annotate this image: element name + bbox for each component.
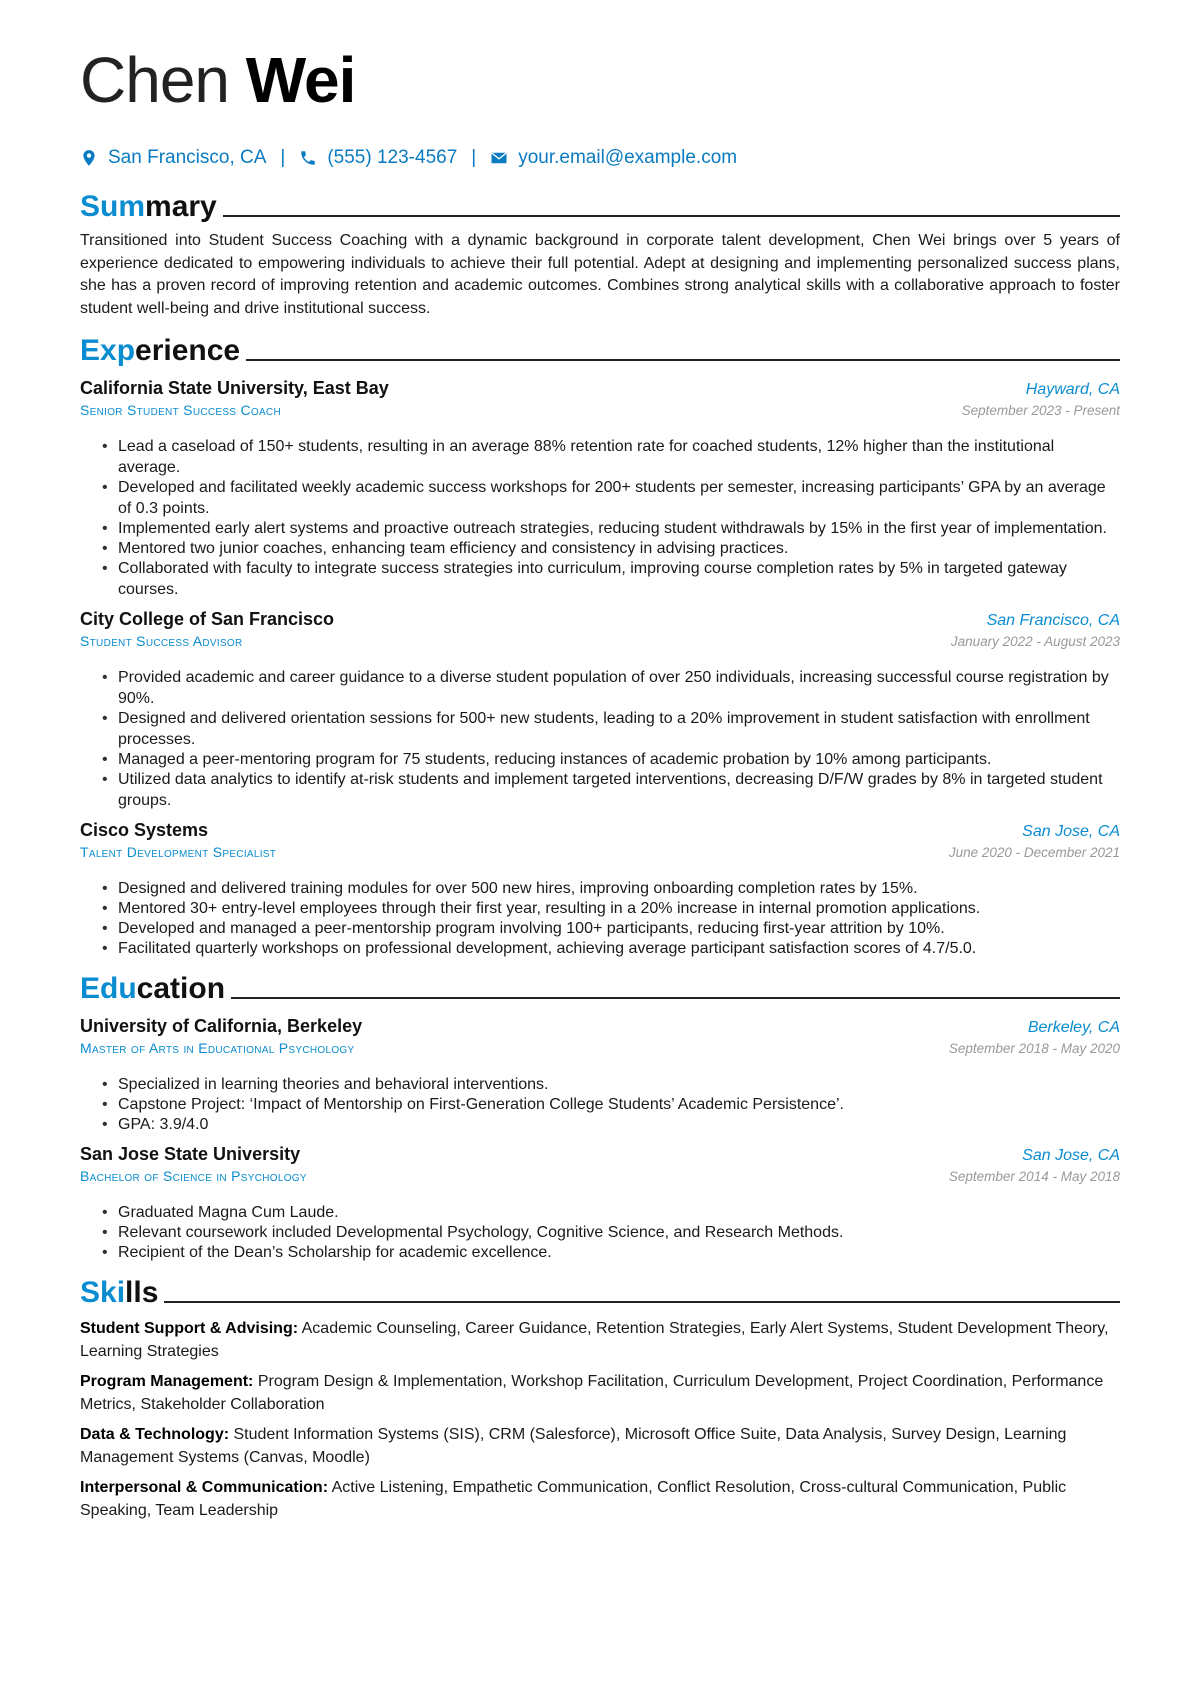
school-name: University of California, Berkeley — [80, 1016, 363, 1036]
section-heading-education: Edu cation — [80, 970, 1120, 1006]
degree-title: Bachelor of Science in Psychology — [80, 1168, 307, 1184]
entry-location: San Jose, CA — [1022, 1147, 1120, 1164]
skill-group — [80, 1424, 1120, 1469]
experience-entry — [80, 609, 1120, 811]
contact-line — [80, 144, 1120, 172]
summary-paragraph: Transitioned into Student Success Coaching with a dynamic background in corporate talent development, Chen Wei brings over 5 years of experience dedicated to empowering individuals to achieve their full potential. Adept at designing and implementing personalized success plans, she has a proven record of improving retention and academic outcomes. Combines strong analytical skills with a collaborative approach to foster student well-being and drive institutional success. — [80, 232, 1120, 317]
degree-title: Master of Arts in Educational Psychology — [80, 1040, 355, 1056]
education-entry — [80, 1144, 1120, 1263]
envelope-icon — [490, 149, 508, 167]
bullet-item: • Capstone Project: ‘Impact of Mentorship on First-Generation College Students’ Academic Persistence’. — [118, 1094, 1120, 1115]
heading-rule — [246, 359, 1120, 361]
entry-dates: September 2023 - Present — [961, 403, 1120, 418]
entry-dates: June 2020 - December 2021 — [948, 845, 1120, 860]
first-name: Chen — [80, 44, 229, 116]
section-heading-experience: Exp erience — [80, 332, 1120, 368]
employer-name: Cisco Systems — [80, 820, 209, 840]
bullet-list — [80, 878, 1120, 959]
location-text: San Francisco, CA — [108, 147, 267, 168]
contact-email[interactable] — [490, 147, 737, 169]
employer-name: City College of San Francisco — [80, 609, 335, 629]
heading-rule — [164, 1301, 1120, 1303]
entry-location: San Jose, CA — [1022, 823, 1120, 840]
contact-location — [80, 147, 266, 169]
bullet-item: • Recipient of the Dean’s Scholarship for academic excellence. — [118, 1242, 1120, 1263]
skill-value: Program Design & Implementation, Workshop Facilitation, Curriculum Development, Project Coordination, Performance Metrics, Stakeholder Collaboration — [80, 1373, 1104, 1413]
section-heading-summary: Sum mary — [80, 188, 1120, 224]
heading-rule — [231, 997, 1120, 999]
bullet-item: • Facilitated quarterly workshops on professional development, achieving average participant satisfaction scores of 4.7/5.0. — [118, 938, 1120, 959]
entry-location: Hayward, CA — [1025, 381, 1120, 398]
skill-label: Student Support & Advising: — [80, 1320, 299, 1337]
resume-page — [80, 40, 1120, 1522]
bullet-list — [80, 436, 1120, 600]
employer-name: California State University, East Bay — [80, 378, 389, 398]
experience-entry — [80, 378, 1120, 600]
skill-group — [80, 1371, 1120, 1416]
bullet-list — [80, 667, 1120, 811]
phone-text[interactable]: (555) 123-4567 — [327, 147, 458, 168]
skill-value: Student Information Systems (SIS), CRM (Salesforce), Microsoft Office Suite, Data Analysis, Survey Design, Learning Management Systems (Canvas, Moodle) — [80, 1426, 1067, 1466]
bullet-item: • GPA: 3.9/4.0 — [118, 1114, 1120, 1135]
phone-icon — [299, 149, 317, 167]
contact-separator: | — [471, 147, 477, 168]
bullet-item: • Mentored two junior coaches, enhancing team efficiency and consistency in advising practices. — [118, 538, 1120, 559]
skill-value: Active Listening, Empathetic Communication, Conflict Resolution, Cross-cultural Communication, Public Speaking, Team Leadership — [80, 1479, 1067, 1519]
contact-phone[interactable] — [299, 147, 457, 169]
entry-dates: January 2022 - August 2023 — [950, 634, 1120, 649]
education-entry — [80, 1016, 1120, 1135]
bullet-list — [80, 1074, 1120, 1135]
bullet-item: • Lead a caseload of 150+ students, resulting in an average 88% retention rate for coached students, 12% higher than the institutional average. — [118, 436, 1120, 478]
job-title: Student Success Advisor — [80, 633, 243, 649]
bullet-item: • Implemented early alert systems and proactive outreach strategies, reducing student withdrawals by 15% in the first year of implementation. — [118, 518, 1120, 539]
email-link[interactable]: your.email@example.com — [518, 147, 738, 168]
heading-rule — [223, 215, 1120, 217]
bullet-item: • Provided academic and career guidance to a diverse student population of over 250 individuals, increasing successful course registration by 90%. — [118, 667, 1120, 709]
bullet-item: • Designed and delivered training modules for over 500 new hires, improving onboarding completion rates by 15%. — [118, 878, 1120, 899]
skill-label: Data & Technology: — [80, 1426, 230, 1443]
contact-separator: | — [280, 147, 286, 168]
skill-group — [80, 1318, 1120, 1363]
bullet-item: • Collaborated with faculty to integrate success strategies into curriculum, improving course completion rates by 5% in targeted gateway courses. — [118, 558, 1120, 600]
skill-group — [80, 1477, 1120, 1522]
school-name: San Jose State University — [80, 1144, 301, 1164]
section-heading-skills: Ski lls — [80, 1274, 1120, 1310]
last-name: Wei — [245, 44, 356, 116]
bullet-list — [80, 1202, 1120, 1263]
bullet-item: • Designed and delivered orientation sessions for 500+ new students, leading to a 20% improvement in student satisfaction with enrollment processes. — [118, 708, 1120, 750]
bullet-item: • Utilized data analytics to identify at-risk students and implement targeted interventions, decreasing D/F/W grades by 8% in targeted student groups. — [118, 769, 1120, 811]
bullet-item: • Developed and facilitated weekly academic success workshops for 200+ students per semester, increasing participants’ GPA by an average of 0.3 points. — [118, 477, 1120, 519]
experience-entry — [80, 820, 1120, 959]
job-title: Senior Student Success Coach — [80, 402, 281, 418]
location-pin-icon — [80, 149, 98, 167]
skill-label: Program Management: — [80, 1373, 254, 1390]
candidate-name — [80, 40, 1120, 120]
bullet-item: • Graduated Magna Cum Laude. — [118, 1202, 1120, 1223]
job-title: Talent Development Specialist — [80, 844, 277, 860]
bullet-item: • Specialized in learning theories and behavioral interventions. — [118, 1074, 1120, 1095]
bullet-item: • Managed a peer-mentoring program for 75 students, reducing instances of academic probation by 10% among participants. — [118, 749, 1120, 770]
entry-dates: September 2018 - May 2020 — [948, 1041, 1120, 1056]
entry-dates: September 2014 - May 2018 — [948, 1169, 1120, 1184]
entry-location: Berkeley, CA — [1027, 1019, 1120, 1036]
bullet-item: • Relevant coursework included Developmental Psychology, Cognitive Science, and Research Methods. — [118, 1222, 1120, 1243]
skill-label: Interpersonal & Communication: — [80, 1479, 329, 1496]
entry-location: San Francisco, CA — [986, 612, 1120, 629]
skill-value: Academic Counseling, Career Guidance, Retention Strategies, Early Alert Systems, Student Development Theory, Learning Strategies — [80, 1320, 1109, 1360]
bullet-item: • Developed and managed a peer-mentorship program involving 100+ participants, reducing first-year attrition by 10%. — [118, 918, 1120, 939]
bullet-item: • Mentored 30+ entry-level employees through their first year, resulting in a 20% increase in internal promotion applications. — [118, 898, 1120, 919]
